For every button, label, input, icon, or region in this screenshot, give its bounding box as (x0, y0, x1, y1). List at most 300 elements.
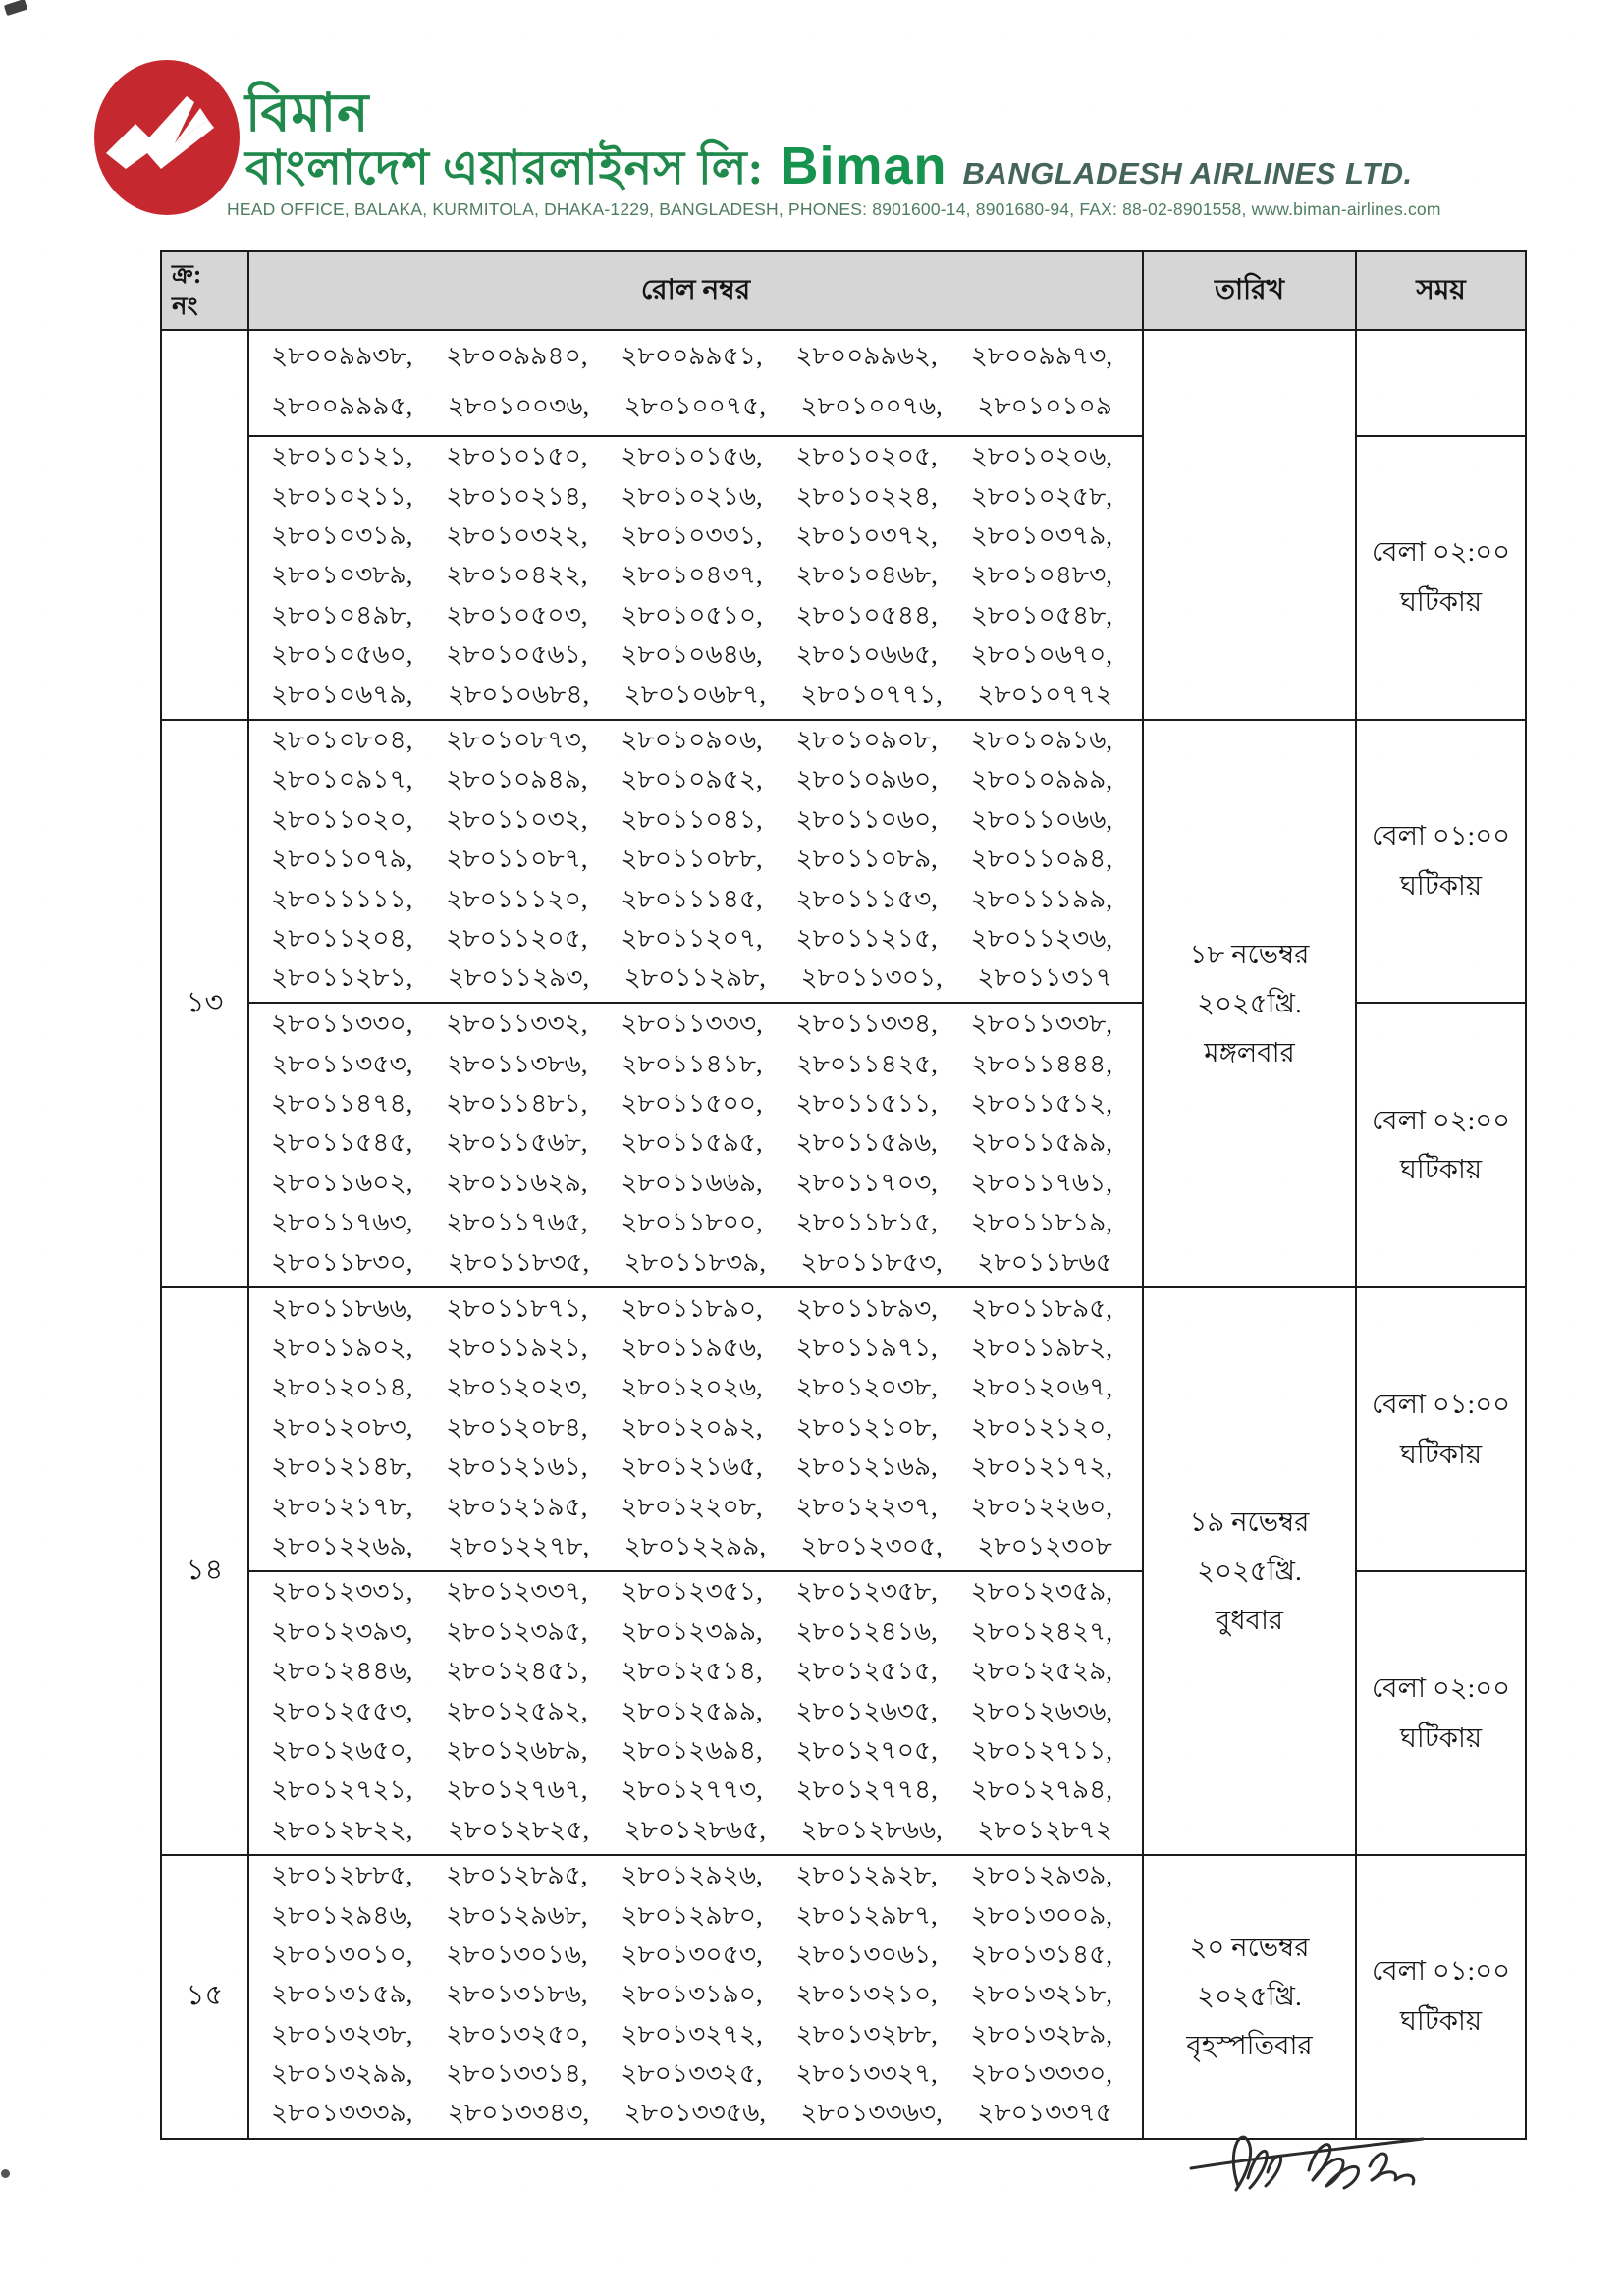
roll-number: ২৮০১৩৩৪৩, (447, 2098, 590, 2128)
roll-number: ২৮০১০৯১৬, (970, 724, 1112, 754)
scan-artifact (4, 0, 27, 16)
time-line2: ঘটিকায় (1399, 2005, 1483, 2037)
roll-number: ২৮০১২৩৩১, (271, 1576, 413, 1607)
roll-number: ২৮০১০৯৫২, (621, 764, 763, 794)
roll-number-line (271, 1858, 1112, 1897)
roll-number: ২৮০১১৮০০, (621, 1207, 763, 1237)
roll-number: ২৮০১১৫৯৯, (970, 1127, 1112, 1158)
roll-number: ২৮০১২২০৮, (621, 1491, 763, 1521)
time-cell-empty (1356, 330, 1526, 436)
roll-number: ২৮০১২৮৭২ (977, 1814, 1112, 1844)
scan-artifact (1, 2169, 10, 2178)
roll-number: ২৮০১৩৩৫৬, (623, 2098, 766, 2128)
roll-number: ২৮০১২৭৯৪, (970, 1775, 1112, 1805)
roll-number: ২৮০১২৬৩৬, (970, 1695, 1112, 1725)
roll-number-line (271, 1086, 1112, 1125)
time-line1: বেলা ০১:০০ (1372, 1955, 1510, 1987)
roll-number: ২৮০১১২০৫, (446, 922, 588, 953)
head-office-address: HEAD OFFICE, BALAKA, KURMITOLA, DHAKA-1229, BANGLADESH, PHONES: 8901600-14, 8901680-94, FAX: 88-02-8901558, www.biman-airlines.com (227, 199, 1441, 219)
roll-number: ২৮০১২৮৯৫, (446, 1860, 588, 1890)
roll-number: ২৮০১২৭৭৩, (621, 1775, 763, 1805)
roll-number: ২৮০১১৩১৭ (977, 962, 1112, 993)
roll-number: ২৮০১১৮১৫, (795, 1207, 938, 1237)
roll-number: ২৮০১১০৮৮, (621, 844, 763, 874)
roll-number: ২৮০১১৮৭১, (446, 1292, 588, 1323)
roll-number: ২৮০১১৮৯৩, (795, 1292, 938, 1323)
roll-number: ২৮০১০৫৬০, (271, 639, 413, 670)
roll-number: ২৮০১৩০১০, (271, 1939, 413, 1969)
roll-number: ২৮০১২৯৩৯, (970, 1860, 1112, 1890)
roll-number: ২৮০১২৪৪৬, (271, 1656, 413, 1686)
roll-number-line (271, 478, 1112, 518)
roll-number-line (271, 519, 1112, 558)
roll-number-line (271, 1693, 1112, 1732)
roll-number: ২৮০১১৪২৫, (795, 1048, 938, 1078)
roll-number: ২৮০১১৩৩০, (271, 1009, 413, 1039)
roll-number: ২৮০১০৪৯৮, (271, 599, 413, 629)
roll-number: ২৮০১১১৫৩, (795, 883, 938, 913)
roll-number: ২৮০১২০৯২, (621, 1411, 763, 1442)
roll-number: ২৮০১০২১১, (271, 480, 413, 511)
roll-number: ২৮০১২৪১৬, (795, 1615, 938, 1646)
roll-number: ২৮০১০৯১৭, (271, 764, 413, 794)
roll-number: ২৮০১২৬৩৫, (795, 1695, 938, 1725)
roll-numbers-cell (248, 1571, 1143, 1855)
roll-number: ২৮০১১০৬০, (795, 803, 938, 834)
time-cell (1356, 436, 1526, 720)
roll-number-line (271, 598, 1112, 637)
roll-number-line (271, 802, 1112, 842)
roll-number: ২৮০১১০৯৪, (970, 844, 1112, 874)
roll-number: ২৮০১২৩৯৫, (446, 1615, 588, 1646)
roll-number: ২৮০১০৬৭০, (970, 639, 1112, 670)
roll-number: ২৮০১০৫৪৮, (970, 599, 1112, 629)
roll-number: ২৮০১১৯৫৬, (621, 1333, 763, 1363)
roll-number-line (271, 1813, 1112, 1852)
roll-number: ২৮০১২৮২২, (271, 1814, 413, 1844)
roll-number-line (271, 1046, 1112, 1085)
roll-number: ২৮০১২৭৭৪, (795, 1775, 938, 1805)
roll-number: ২৮০১২২৩৭, (795, 1491, 938, 1521)
roll-number: ২৮০১১৬৬৯, (621, 1167, 763, 1197)
roll-number: ২৮০১১৮৩৯, (623, 1246, 766, 1277)
roll-number-line (271, 439, 1112, 478)
roll-number: ২৮০১১৮৯৫, (970, 1292, 1112, 1323)
roll-number: ২৮০১০১৫০, (446, 441, 588, 471)
roll-number: ২৮০১২০৬৭, (970, 1372, 1112, 1402)
roll-number: ২৮০১১৮৬৫ (977, 1246, 1112, 1277)
roll-number: ২৮০১১৯৭১, (795, 1333, 938, 1363)
roll-number: ২৮০১২২৭৮, (447, 1531, 590, 1561)
roll-number: ২৮০১১৮৩০, (271, 1246, 413, 1277)
roll-number-line (271, 1489, 1112, 1528)
roll-number: ২৮০১৩৩২৭, (795, 2058, 938, 2089)
roll-number: ২৮০১২৩৫১, (621, 1576, 763, 1607)
time-line1: বেলা ০১:০০ (1372, 1388, 1510, 1419)
roll-number: ২৮০১২৮৬৫, (623, 1814, 766, 1844)
date-cell-13 (1143, 720, 1356, 1288)
roll-number: ২৮০১০২১৬, (621, 480, 763, 511)
roll-number-line (271, 558, 1112, 597)
roll-number-line (271, 1654, 1112, 1693)
roll-number: ২৮০১০৩১৯, (271, 519, 413, 550)
roll-number-line (271, 383, 1112, 433)
roll-number: ২৮০১০২১৪, (446, 480, 588, 511)
time-cell (1356, 720, 1526, 1004)
roll-number: ২৮০১১৪১৮, (621, 1048, 763, 1078)
roll-number-line (271, 1370, 1112, 1409)
roll-number-line (271, 637, 1112, 677)
roll-number: ২৮০১০৯৯৯, (970, 764, 1112, 794)
roll-number: ২৮০১২৫১৫, (795, 1656, 938, 1686)
roll-number-line (271, 677, 1112, 716)
roll-number: ২৮০১১৩৫৩, (271, 1048, 413, 1078)
date-line3: বুধবার (1215, 1605, 1284, 1636)
roll-number: ২৮০১১৩৩২, (446, 1009, 588, 1039)
roll-number: ২৮০১২১০৮, (795, 1411, 938, 1442)
roll-number: ২৮০১১০৭৯, (271, 844, 413, 874)
roll-number-line (271, 960, 1112, 1000)
roll-number: ২৮০০৯৯৪০, (446, 340, 588, 370)
roll-number: ২৮০১০৩৭৯, (970, 519, 1112, 550)
roll-number: ২৮০১০২০৫, (795, 441, 938, 471)
roll-number: ২৮০১০৩২২, (446, 519, 588, 550)
roll-number-line (271, 2056, 1112, 2096)
roll-number: ২৮০১৩১৪৫, (970, 1939, 1112, 1969)
roll-number: ২৮০১০০৩৬, (447, 390, 590, 420)
roll-number: ২৮০১৩৩২৫, (621, 2058, 763, 2089)
roll-number-line (271, 1205, 1112, 1244)
roll-number: ২৮০১২৫৯৯, (621, 1695, 763, 1725)
roll-number: ২৮০১১৪৮১, (446, 1088, 588, 1119)
roll-number-line (271, 1897, 1112, 1937)
date-line1: ২০ নভেম্বর (1189, 1932, 1310, 1963)
roll-number-line (271, 1244, 1112, 1284)
roll-number: ২৮০১২৯৪৬, (271, 1899, 413, 1930)
biman-bird-icon (92, 59, 242, 216)
roll-number: ২৮০১০৫০৩, (446, 599, 588, 629)
roll-number: ২৮০১০৪৮৩, (970, 560, 1112, 590)
roll-number: ২৮০১০৫১০, (621, 599, 763, 629)
roll-number: ২৮০১০৭৭২ (977, 679, 1112, 709)
roll-number: ২৮০১০৫৪৪, (795, 599, 938, 629)
roll-number: ২৮০১১০৬৬, (970, 803, 1112, 834)
roll-numbers-cell (248, 720, 1143, 1004)
roll-number: ২৮০১১৩০১, (800, 962, 943, 993)
roll-number: ২৮০১২১৬১, (446, 1451, 588, 1482)
roll-number: ২৮০১৩২৩৮, (271, 2018, 413, 2049)
roll-number-line (271, 1449, 1112, 1489)
roll-number-line (271, 881, 1112, 920)
roll-numbers-cell (248, 436, 1143, 720)
roll-number: ২৮০১১৩৮৬, (446, 1048, 588, 1078)
time-line1: বেলা ০২:০০ (1372, 1104, 1510, 1135)
logo-english-suffix: BANGLADESH AIRLINES LTD. (962, 156, 1413, 191)
roll-number: ২৮০১২৫৫৩, (271, 1695, 413, 1725)
roll-number: ২৮০১১৯০২, (271, 1333, 413, 1363)
roll-number: ২৮০১০৩৮৯, (271, 560, 413, 590)
roll-number: ২৮০১০৭৭১, (800, 679, 943, 709)
roll-number: ২৮০১০৬৮৪, (447, 679, 590, 709)
roll-number: ২৮০১২৫২৯, (970, 1656, 1112, 1686)
roll-number: ২৮০১১০৮৯, (795, 844, 938, 874)
roll-number: ২৮০১২০২৩, (446, 1372, 588, 1402)
roll-number: ২৮০১২১২০, (970, 1411, 1112, 1442)
roll-number: ২৮০১৩২৮৯, (970, 2018, 1112, 2049)
serial-cell-14: ১৪ (161, 1287, 248, 1854)
roll-number: ২৮০১২১৭৮, (271, 1491, 413, 1521)
roll-number: ২৮০১০১০৯ (977, 390, 1112, 420)
roll-number: ২৮০১০৪২২, (446, 560, 588, 590)
roll-number: ২৮০১০৮০৪, (271, 724, 413, 754)
roll-number-line (271, 1331, 1112, 1370)
roll-number: ২৮০১০০৭৬, (800, 390, 943, 420)
roll-number: ২৮০১৩২৮৮, (795, 2018, 938, 2049)
logo-bengali-title: বিমান (245, 83, 370, 142)
roll-number: ২৮০১১১১১, (271, 883, 413, 913)
date-line3: মঙ্গলবার (1204, 1037, 1295, 1068)
roll-number: ২৮০১৩৩৭৫ (977, 2098, 1112, 2128)
roll-number-line (271, 1574, 1112, 1613)
roll-number: ২৮০১১১২০, (446, 883, 588, 913)
exam-schedule-table (160, 250, 1527, 2140)
roll-number-line (271, 1529, 1112, 1568)
roll-number: ২৮০১১৫৬৮, (446, 1127, 588, 1158)
col-header-roll: রোল নম্বর (248, 251, 1143, 330)
roll-number: ২৮০১১৩৩৪, (795, 1009, 938, 1039)
roll-number-line (271, 842, 1112, 881)
roll-number-line (271, 1733, 1112, 1773)
roll-number: ২৮০১২২৯৯, (623, 1531, 766, 1561)
roll-number: ২৮০১০২০৬, (970, 441, 1112, 471)
date-line2: ২০২৫খ্রি. (1197, 1556, 1302, 1587)
roll-number: ২৮০০৯৯৫১, (621, 340, 763, 370)
roll-number-line (271, 921, 1112, 960)
roll-number: ২৮০১৩০১৬, (446, 1939, 588, 1969)
roll-number: ২৮০১২৩৫৮, (795, 1576, 938, 1607)
roll-numbers-cell (248, 330, 1143, 436)
date-line1: ১৮ নভেম্বর (1189, 939, 1310, 970)
roll-number: ২৮০১২০৩৮, (795, 1372, 938, 1402)
roll-number: ২৮০১২৭৬৭, (446, 1775, 588, 1805)
roll-number: ২৮০১১৯২১, (446, 1333, 588, 1363)
roll-number: ২৮০১৩৩৬৩, (800, 2098, 943, 2128)
roll-number: ২৮০১৩০০৯, (970, 1899, 1112, 1930)
roll-number: ২৮০১০৬৪৬, (621, 639, 763, 670)
logo-english-name: Biman (780, 137, 947, 195)
roll-number-line (271, 1166, 1112, 1205)
col-header-serial-line2: নং (172, 292, 198, 320)
roll-number: ২৮০১২২৬০, (970, 1491, 1112, 1521)
roll-number: ২৮০১২৯৮৭, (795, 1899, 938, 1930)
roll-number: ২৮০১০২৫৮, (970, 480, 1112, 511)
roll-number: ২৮০১৩২১৮, (970, 1979, 1112, 2009)
roll-number: ২৮০১৩৩৩৯, (271, 2098, 413, 2128)
roll-number: ২৮০১২২৬৯, (271, 1531, 413, 1561)
roll-number: ২৮০১২৩৯৯, (621, 1615, 763, 1646)
roll-number-line (271, 2017, 1112, 2056)
roll-number: ২৮০১২১৯৫, (446, 1491, 588, 1521)
serial-cell-carryover (161, 330, 248, 720)
roll-number: ২৮০১০৮৭৩, (446, 724, 588, 754)
biman-logo (92, 59, 242, 216)
roll-number: ২৮০১১২১৫, (795, 922, 938, 953)
roll-numbers-cell (248, 1003, 1143, 1287)
date-line1: ১৯ নভেম্বর (1189, 1506, 1310, 1538)
roll-number: ২৮০১১১৯৯, (970, 883, 1112, 913)
roll-number: ২৮০১২০৮৪, (446, 1411, 588, 1442)
time-line2: ঘটিকায় (1399, 586, 1483, 618)
roll-number: ২৮০১১০৩২, (446, 803, 588, 834)
roll-number: ২৮০১২৩০৫, (800, 1531, 943, 1561)
roll-number: ২৮০১১৪৭৪, (271, 1088, 413, 1119)
roll-number: ২৮০১২৮২৫, (447, 1814, 590, 1844)
roll-number-line (271, 762, 1112, 801)
time-cell (1356, 1571, 1526, 1855)
roll-number: ২৮০১২৬৮৯, (446, 1734, 588, 1765)
roll-number: ২৮০১০৪৩৭, (621, 560, 763, 590)
date-line2: ২০২৫খ্রি. (1197, 988, 1302, 1019)
roll-number: ২৮০১১২৯৩, (447, 962, 590, 993)
col-header-date: তারিখ (1143, 251, 1356, 330)
roll-number-line (271, 1773, 1112, 1812)
roll-number: ২৮০১১৫৪৫, (271, 1127, 413, 1158)
roll-number: ২৮০১১৮৩৫, (447, 1246, 590, 1277)
roll-number: ২৮০১১৭০৩, (795, 1167, 938, 1197)
time-line1: বেলা ০২:০০ (1372, 1671, 1510, 1703)
roll-number: ২৮০০৯৯৭৩, (970, 340, 1112, 370)
roll-number: ২৮০১০৯৪৯, (446, 764, 588, 794)
roll-number: ২৮০১২০২৬, (621, 1372, 763, 1402)
roll-number-line (271, 1410, 1112, 1449)
time-line2: ঘটিকায় (1399, 1154, 1483, 1185)
date-line2: ২০২৫খ্রি. (1197, 1981, 1302, 2012)
roll-number: ২৮০১১০২০, (271, 803, 413, 834)
roll-number: ২৮০১০০৭৫, (623, 390, 766, 420)
roll-number: ২৮০১১৩৩৩, (621, 1009, 763, 1039)
roll-numbers-cell (248, 1287, 1143, 1571)
roll-number: ২৮০১০৬৬৫, (795, 639, 938, 670)
roll-number: ২৮০১২৩০৮ (977, 1531, 1112, 1561)
roll-number: ২৮০১২৮৮৫, (271, 1860, 413, 1890)
roll-number-line (271, 333, 1112, 383)
roll-number: ২৮০১৩২৫০, (446, 2018, 588, 2049)
roll-number: ২৮০১২৯২৮, (795, 1860, 938, 1890)
roll-number-line (271, 1290, 1112, 1330)
roll-number: ২৮০১২৯৮০, (621, 1899, 763, 1930)
roll-number: ২৮০১২১৪৮, (271, 1451, 413, 1482)
time-line2: ঘটিকায় (1399, 1722, 1483, 1753)
roll-number: ২৮০১২১৬৯, (795, 1451, 938, 1482)
roll-number: ২৮০১১৭৬৩, (271, 1207, 413, 1237)
roll-number: ২৮০১১২০৪, (271, 922, 413, 953)
roll-number: ২৮০১০১৫৬, (621, 441, 763, 471)
roll-number: ২৮০১২৫১৪, (621, 1656, 763, 1686)
roll-number: ২৮০১০৪৬৮, (795, 560, 938, 590)
roll-number: ২৮০১০৩৭২, (795, 519, 938, 550)
time-line2: ঘটিকায় (1399, 870, 1483, 902)
roll-number: ২৮০১১২০৭, (621, 922, 763, 953)
roll-number: ২৮০১২৫৯২, (446, 1695, 588, 1725)
roll-number: ২৮০১৩২৯৯, (271, 2058, 413, 2089)
roll-number-line (271, 1977, 1112, 2016)
time-cell (1356, 1003, 1526, 1287)
roll-number: ২৮০১১৬২৯, (446, 1167, 588, 1197)
roll-number: ২৮০১৩১৮৬, (446, 1979, 588, 2009)
roll-number: ২৮০১২০৮৩, (271, 1411, 413, 1442)
roll-number: ২৮০১১৭৬৫, (446, 1207, 588, 1237)
roll-number: ২৮০১২৯৬৮, (446, 1899, 588, 1930)
date-cell-carryover (1143, 330, 1356, 720)
roll-number: ২৮০১১৪৪৪, (970, 1048, 1112, 1078)
roll-number: ২৮০১৩৩১৪, (446, 2058, 588, 2089)
roll-number: ২৮০০৯৯৬২, (795, 340, 938, 370)
roll-number: ২৮০১০৯০৬, (621, 724, 763, 754)
date-cell-15 (1143, 1855, 1356, 2139)
roll-number-line (271, 1614, 1112, 1654)
roll-number: ২৮০১১২৮১, (271, 962, 413, 993)
roll-number: ২৮০১১৫১২, (970, 1088, 1112, 1119)
roll-number: ২৮০১২৩৫৯, (970, 1576, 1112, 1607)
roll-number: ২৮০১১৮৫৩, (800, 1246, 943, 1277)
roll-number: ২৮০১২৭১১, (970, 1734, 1112, 1765)
roll-number: ২৮০১২৬৯৪, (621, 1734, 763, 1765)
roll-number: ২৮০১০৬৭৯, (271, 679, 413, 709)
roll-number: ২৮০১০৯০৮, (795, 724, 938, 754)
roll-number-line (271, 1938, 1112, 1977)
roll-number: ২৮০১১৮৯০, (621, 1292, 763, 1323)
roll-number: ২৮০১২৪৫১, (446, 1656, 588, 1686)
roll-number-line (271, 1007, 1112, 1046)
roll-number: ২৮০১৩১৯০, (621, 1979, 763, 2009)
roll-number: ২৮০১০৯৬০, (795, 764, 938, 794)
roll-number: ২৮০১৩২৭২, (621, 2018, 763, 2049)
roll-number: ২৮০১০৫৬১, (446, 639, 588, 670)
roll-number: ২৮০০৯৯৩৮, (271, 340, 413, 370)
date-cell-14 (1143, 1287, 1356, 1854)
roll-number: ২৮০১১৭৬১, (970, 1167, 1112, 1197)
roll-number: ২৮০১০৩৩১, (621, 519, 763, 550)
roll-number: ২৮০১১০৪১, (621, 803, 763, 834)
roll-number: ২৮০১০১২১, (271, 441, 413, 471)
brand-row (245, 137, 1413, 195)
roll-number: ২৮০১৩০৬১, (795, 1939, 938, 1969)
roll-number: ২৮০১২১৬৫, (621, 1451, 763, 1482)
roll-number: ২৮০১৩০৫৩, (621, 1939, 763, 1969)
roll-number: ২৮০১১৩৩৮, (970, 1009, 1112, 1039)
time-line1: বেলা ০১:০০ (1372, 820, 1510, 851)
roll-number: ২৮০১২৪২৭, (970, 1615, 1112, 1646)
serial-cell-13: ১৩ (161, 720, 248, 1288)
time-line2: ঘটিকায় (1399, 1438, 1483, 1469)
date-line3: বৃহস্পতিবার (1186, 2030, 1313, 2061)
roll-number: ২৮০১১০৮৭, (446, 844, 588, 874)
roll-number: ২৮০১০৬৮৭, (623, 679, 766, 709)
roll-number: ২৮০১১৫১১, (795, 1088, 938, 1119)
col-header-time: সময় (1356, 251, 1526, 330)
roll-number: ২৮০১১৮১৯, (970, 1207, 1112, 1237)
logo-bengali-subtitle: বাংলাদেশ এয়ারলাইনস লি: (245, 142, 765, 194)
roll-number: ২৮০১১৫০০, (621, 1088, 763, 1119)
roll-number: ২৮০১১৬০২, (271, 1167, 413, 1197)
roll-number: ২৮০১২৩৩৭, (446, 1576, 588, 1607)
signature (1183, 2109, 1438, 2200)
roll-number-line (271, 2096, 1112, 2135)
roll-number: ২৮০১৩৩৩০, (970, 2058, 1112, 2089)
roll-number: ২৮০১১৮৬৬, (271, 1292, 413, 1323)
roll-number-line (271, 723, 1112, 762)
roll-number: ২৮০১১২৯৮, (623, 962, 766, 993)
